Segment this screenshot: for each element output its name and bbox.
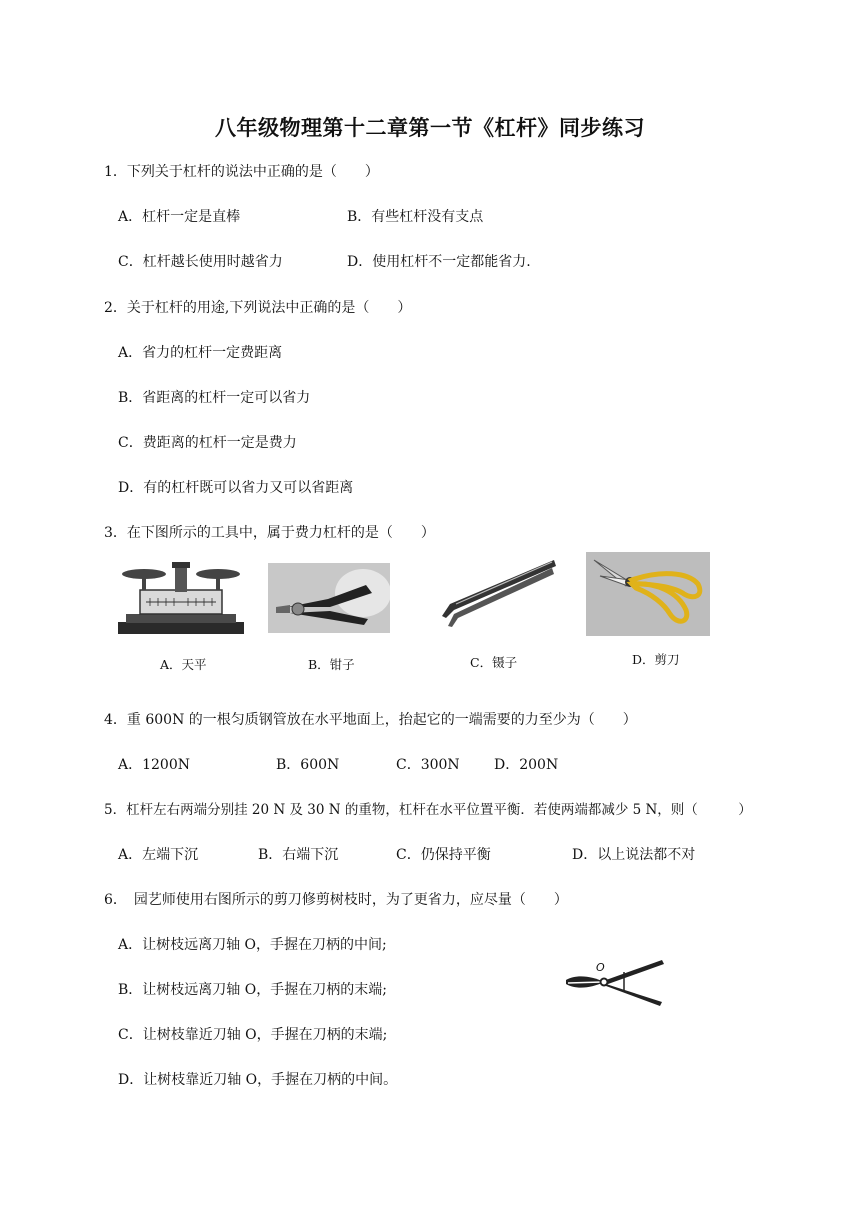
question-2-option-c: C．费距离的杠杆一定是费力 [118, 435, 297, 451]
question-3-caption-b: B．钳子 [308, 657, 355, 672]
question-4-option-a: A．1200N [118, 757, 190, 773]
question-1-option-a: A．杠杆一定是直棒 [118, 209, 241, 225]
question-6-option-d: D．让树枝靠近刀轴 O，手握在刀柄的中间。 [118, 1072, 398, 1088]
question-2-stem: 2．关于杠杆的用途,下列说法中正确的是（ ） [104, 300, 412, 316]
question-4-stem: 4．重 600N 的一根匀质钢管放在水平地面上，抬起它的一端需要的力至少为（ ） [104, 712, 637, 728]
pliers-image [268, 563, 390, 633]
pruning-shears-diagram [562, 954, 668, 1010]
question-2-option-d: D．有的杠杆既可以省力又可以省距离 [118, 480, 354, 496]
question-1-option-d: D．使用杠杆不一定都能省力. [347, 254, 531, 270]
question-3-caption-d: D．剪刀 [632, 652, 680, 667]
question-5-option-b: B．右端下沉 [258, 847, 339, 863]
question-6-option-b: B．让树枝远离刀轴 O，手握在刀柄的末端; [118, 982, 387, 998]
question-1-option-c: C．杠杆越长使用时越省力 [118, 254, 283, 270]
scissors-image [586, 552, 710, 636]
page-title: 八年级物理第十二章第一节《杠杆》同步练习 [215, 116, 645, 140]
question-1-stem: 1．下列关于杠杆的说法中正确的是（ ） [104, 164, 379, 180]
tweezers-image [432, 554, 560, 634]
balance-scale-image [114, 560, 248, 636]
question-2-option-b: B．省距离的杠杆一定可以省力 [118, 390, 311, 406]
question-6-option-c: C．让树枝靠近刀轴 O，手握在刀柄的末端; [118, 1027, 388, 1043]
question-4-option-d: D．200N [494, 757, 559, 773]
question-1-option-b: B．有些杠杆没有支点 [347, 209, 484, 225]
question-5-stem: 5．杠杆左右两端分别挂 20 N 及 30 N 的重物，杠杆在水平位置平衡．若使两端都减少 5 N，则（ ） [104, 802, 752, 818]
axis-o-label: O [596, 961, 605, 974]
question-5-option-a: A．左端下沉 [118, 847, 199, 863]
question-3-caption-a: A．天平 [160, 657, 207, 672]
question-3-stem: 3．在下图所示的工具中，属于费力杠杆的是（ ） [104, 525, 435, 541]
question-4-option-c: C．300N [396, 757, 460, 773]
question-6-option-a: A．让树枝远离刀轴 O，手握在刀柄的中间; [118, 937, 387, 953]
question-5-option-d: D．以上说法都不对 [572, 847, 696, 863]
question-6-stem: 6． 园艺师使用右图所示的剪刀修剪树枝时，为了更省力，应尽量（ ） [104, 892, 568, 908]
question-3-caption-c: C．镊子 [470, 655, 518, 670]
question-4-option-b: B．600N [276, 757, 340, 773]
question-2-option-a: A．省力的杠杆一定费距离 [118, 345, 283, 361]
question-5-option-c: C．仍保持平衡 [396, 847, 491, 863]
